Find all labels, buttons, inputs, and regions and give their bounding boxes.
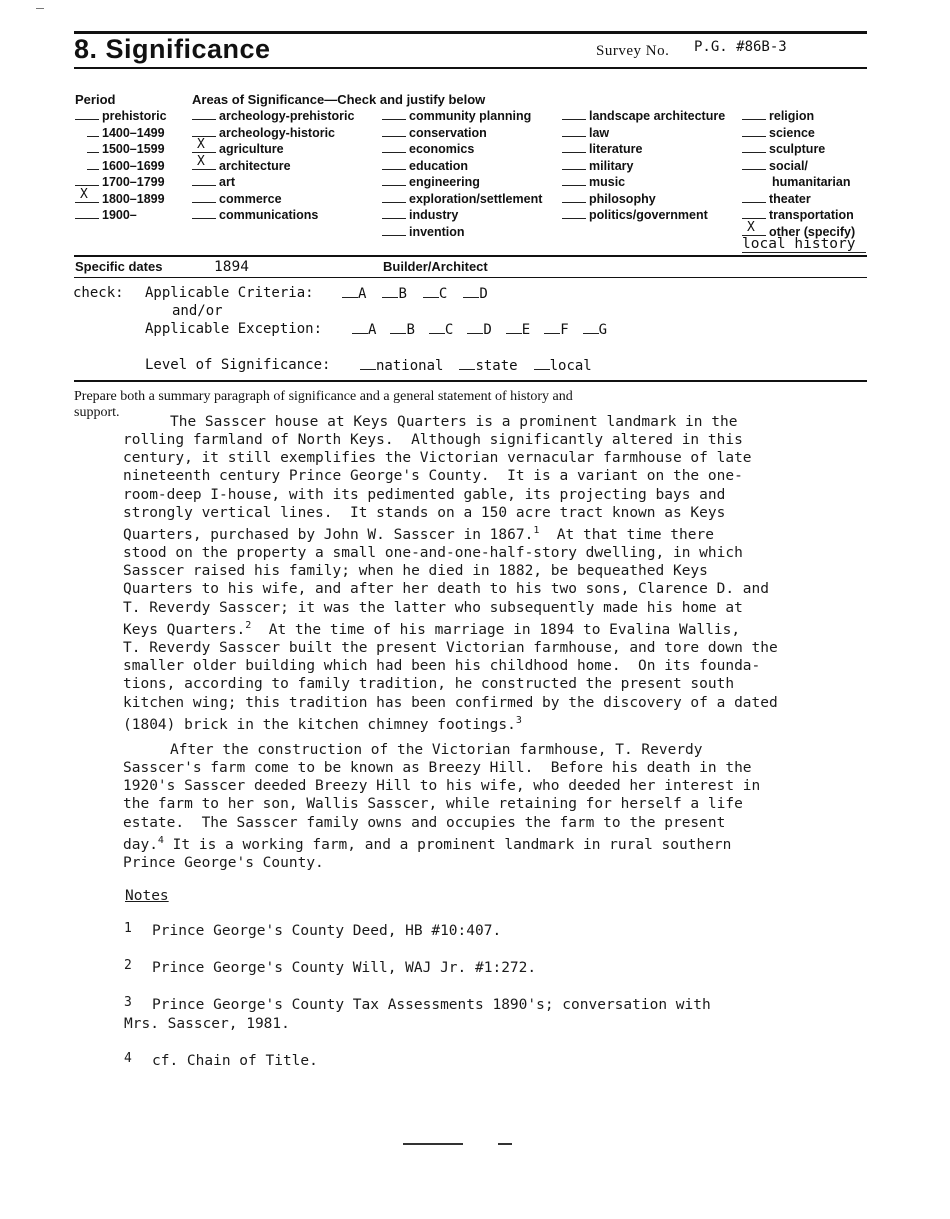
option-blank[interactable] [423,285,439,298]
text-line: rolling farmland of North Keys. Although significantly altered in this [123,432,743,448]
criteria-option[interactable] [583,321,607,338]
checkbox-blank[interactable] [742,193,766,203]
text-line: Sasscer's farm come to be known as Breezy Hill. Before his death in the [123,760,752,776]
checkbox-blank[interactable] [562,160,586,170]
option-blank[interactable] [390,321,406,334]
text-line: strongly vertical lines. It stands on a 150 acre tract known as Keys [123,504,726,521]
text-line [123,712,778,734]
text-fragment: day. [123,836,158,853]
footnote-ref: 1 [533,525,540,537]
areas-column-3 [562,108,725,224]
criteria-options [342,285,504,302]
checklist-item[interactable] [192,153,354,175]
text-line: Quarters to his wife, and after her death to his two sons, Clarence D. and [123,581,770,598]
checklist-label: conservation [409,125,487,140]
text-line: 1920's Sasscer deeded Breezy Hill to his wife, who deeded her interest in [123,778,761,795]
checkbox-blank[interactable] [382,127,406,137]
checklist-label: 1400–1499 [102,125,165,140]
areas-column-4 [742,108,855,240]
checklist-label: 1800–1899 [102,191,165,206]
note-number: 2 [124,958,132,974]
checkbox-blank[interactable] [192,137,216,153]
checklist-label: exploration/settlement [409,191,543,206]
dates-bottom-rule [74,277,867,278]
text-line: estate. The Sasscer family owns and occupies the farm to the present [123,814,726,831]
text-line: stood on the property a small one-and-one-half-story dwelling, in which [123,545,743,562]
option-label: A [358,286,367,302]
criteria-option[interactable] [382,285,406,302]
checklist-label: communications [219,208,319,222]
checklist-item[interactable] [192,125,354,142]
option-label: A [368,322,377,338]
checklist-item[interactable] [382,125,542,142]
level-label: Level of Significance: [145,357,331,373]
checklist-label: science [769,125,815,140]
option-label: national [376,358,444,374]
note-item [124,920,844,940]
checklist-item[interactable] [382,108,542,125]
checklist-label: music [589,175,626,189]
footnote-ref: 3 [515,714,522,726]
criteria-option[interactable] [429,321,453,338]
checklist-item[interactable] [562,125,725,142]
note-text: cf. Chain of Title. [152,1052,318,1069]
checklist-label: prehistoric [102,109,167,123]
text-fragment: At the time of his marriage in 1894 to Evalina Wallis, [251,621,741,638]
check-mark: X [80,186,88,202]
text-line: kitchen wing; this tradition has been confirmed by the discovery of a dated [123,694,778,711]
checklist-label: industry [409,208,459,222]
checklist-label: military [589,158,634,173]
applicable-criteria-label: Applicable Criteria: [145,285,314,301]
checklist-label: education [409,158,469,173]
note-line [124,957,844,977]
checklist-item[interactable] [75,207,167,224]
instruction-line-1: Prepare both a summary paragraph of significance and a general statement of history and [74,389,573,404]
other-specify-value: local history [742,236,866,253]
checkbox-blank[interactable] [87,160,99,170]
option-label: D [479,286,488,302]
level-options [360,357,608,374]
checklist-label: commerce [219,191,282,206]
text-line: Sasscer raised his family; when he died in 1882, be bequeathed Keys [123,563,708,580]
criteria-option[interactable] [463,285,487,302]
checklist-item[interactable] [742,191,855,208]
criteria-option[interactable] [534,357,592,374]
checklist-item[interactable] [75,125,167,142]
areas-column-1 [192,108,354,224]
scan-mark [403,1143,463,1145]
checkbox-blank[interactable] [382,110,406,120]
checkbox-blank[interactable] [742,110,766,120]
survey-label: Survey No. [596,43,670,59]
option-blank[interactable] [360,357,376,370]
paragraph-2 [123,759,760,872]
checklist-label: other (specify) [769,224,856,239]
checklist-label: humanitarian [772,175,851,189]
checkbox-blank[interactable] [382,176,406,186]
criteria-option[interactable] [390,321,414,338]
note-number: 1 [124,921,132,936]
checklist-label: architecture [219,158,291,173]
criteria-option[interactable] [459,357,517,374]
checklist-item[interactable] [742,108,855,125]
checklist-label: engineering [409,175,480,189]
checklist-item[interactable] [75,141,167,158]
text-fragment: (1804) brick in the kitchen chimney footings. [123,716,516,733]
checklist-item[interactable] [192,191,354,208]
specific-dates-label: Specific dates [75,259,163,274]
text-fragment: It is a working farm, and a prominent landmark in rural southern [163,836,732,853]
checklist-label: theater [769,191,811,206]
checkbox-blank[interactable] [382,143,406,153]
criteria-option[interactable] [352,321,376,338]
specific-dates-value: 1894 [214,259,249,275]
checklist-item[interactable] [192,137,354,158]
option-blank[interactable] [382,285,398,298]
checklist-label: religion [769,109,815,123]
checkbox-blank[interactable] [192,127,216,137]
checklist-item[interactable] [382,191,542,208]
option-label: D [483,322,492,338]
option-blank[interactable] [534,357,550,370]
checkbox-blank[interactable] [742,127,766,137]
checkbox-blank[interactable] [382,193,406,203]
checklist-item[interactable] [742,207,855,224]
text-line [123,832,760,854]
option-label: B [406,322,415,338]
option-blank[interactable] [583,321,599,334]
paragraph-1 [123,431,778,734]
text-line: nineteenth century Prince George's County. It is a variant on the one- [123,468,743,485]
criteria-option[interactable] [342,285,366,302]
criteria-option[interactable] [467,321,491,338]
notes-list [124,920,844,1087]
note-text: Prince George's County Will, WAJ Jr. #1:272. [152,960,537,977]
checklist-item[interactable] [75,174,167,191]
scan-mark [36,8,44,9]
checkbox-blank[interactable] [562,176,586,186]
footnote-ref: 4 [157,834,164,846]
checkbox-blank[interactable] [75,110,99,120]
criteria-option[interactable] [506,321,530,338]
footnote-ref: 2 [245,619,252,631]
checklist-label: 1900– [102,208,137,222]
checklist-item[interactable] [562,158,725,175]
checklist-item[interactable] [742,125,855,142]
checklist-label: community planning [409,109,532,123]
checklist-label: archeology-historic [219,125,335,140]
option-label: local [549,358,592,374]
option-blank[interactable] [544,321,560,334]
checklist-item[interactable] [562,191,725,208]
checklist-label: literature [589,142,643,156]
text-line: T. Reverdy Sasscer; it was the latter who subsequently made his home at [123,599,743,616]
paragraph-2-first-line: After the construction of the Victorian farmhouse, T. Reverdy [170,742,703,758]
note-text: Prince George's County Tax Assessments 1890's; conversation with [152,997,711,1014]
text-fragment: Keys Quarters. [123,621,246,638]
checklist-label: art [219,175,235,189]
checkbox-blank[interactable] [742,143,766,153]
note-continuation: Mrs. Sasscer, 1981. [124,1015,290,1032]
criteria-option[interactable] [423,285,447,302]
note-text: Prince George's County Deed, HB #10:407. [152,923,502,939]
option-blank[interactable] [342,285,358,298]
checkbox-blank[interactable] [382,160,406,170]
checklist-item[interactable] [562,141,725,158]
criteria-bottom-rule [74,380,867,382]
option-blank[interactable] [463,285,479,298]
areas-column-2 [382,108,542,240]
checkbox-blank[interactable] [742,160,766,170]
checklist-label: economics [409,142,475,156]
survey-number: P.G. #86B-3 [694,39,787,55]
checklist-item[interactable] [562,207,725,224]
option-label: B [398,286,407,302]
checkbox-blank[interactable] [75,176,99,186]
text-line: T. Reverdy Sasscer built the present Victorian farmhouse, and tore down the [123,639,778,656]
header-bottom-rule [74,67,867,69]
checklist-label: social/ [769,158,808,173]
checklist-label: sculpture [769,142,826,156]
checklist-label: 1700–1799 [102,175,165,189]
checklist-item[interactable] [75,108,167,125]
notes-heading: Notes [125,888,169,904]
option-label: F [560,322,569,338]
checkbox-blank[interactable] [562,193,586,203]
checkbox-blank[interactable] [562,209,586,219]
criteria-option[interactable] [544,321,568,338]
text-line [123,522,778,544]
checklist-item[interactable] [742,141,855,158]
checklist-label: philosophy [589,191,656,206]
option-blank[interactable] [352,321,368,334]
check-label: check: [73,285,124,301]
paragraph-1-first-line: The Sasscer house at Keys Quarters is a prominent landmark in the [170,414,738,430]
checkbox-blank[interactable] [562,143,586,153]
checkbox-blank[interactable] [382,209,406,219]
option-label: E [521,322,531,338]
checklist-label: transportation [769,208,854,222]
checkbox-blank[interactable] [87,143,99,153]
option-blank[interactable] [467,321,483,334]
areas-heading: Areas of Significance—Check and justify below [192,92,486,107]
checkbox-blank[interactable] [192,110,216,120]
option-blank[interactable] [459,357,475,370]
note-item [124,957,844,977]
note-item [124,1050,844,1070]
checklist-label: 1600–1699 [102,158,165,173]
checkbox-blank[interactable] [562,127,586,137]
exception-options [352,321,621,338]
option-label: C [444,322,454,338]
check-mark: X [197,137,205,152]
checkbox-blank[interactable] [192,153,216,170]
option-blank[interactable] [429,321,445,334]
checklist-label: politics/government [589,208,708,222]
note-line [124,994,844,1014]
text-line: the farm to her son, Wallis Sasscer, while retaining for herself a life [123,796,743,813]
checkbox-blank[interactable] [75,209,99,219]
checklist-label: law [589,125,610,140]
checklist-item[interactable] [562,174,725,191]
option-label: state [475,358,518,374]
note-number: 3 [124,995,132,1011]
option-blank[interactable] [506,321,522,334]
checklist-item[interactable] [382,224,542,241]
checkbox-blank[interactable] [192,209,216,219]
option-label: G [598,322,608,338]
checkbox-blank[interactable] [87,127,99,137]
checklist-item[interactable] [562,108,725,125]
text-line: room-deep I-house, with its pedimented gable, its projecting bays and [123,486,726,503]
text-line: smaller older building which had been his childhood home. On its founda- [123,658,761,675]
check-mark: X [747,219,755,235]
checklist-label: agriculture [219,142,284,156]
instruction-line-2: support. [74,405,120,420]
applicable-exception-label: Applicable Exception: [145,321,323,337]
note-line [124,920,844,940]
checklist-label: invention [409,224,465,239]
text-line: tions, according to family tradition, he constructed the present south [123,676,735,693]
text-line: Prince George's County. [123,854,324,871]
checklist-item[interactable] [192,174,354,191]
checkbox-blank[interactable] [192,176,216,186]
checklist-item[interactable] [382,207,542,224]
section-title: 8. Significance [74,34,271,64]
text-fragment: At that time there [539,526,714,543]
checkbox-blank[interactable] [192,193,216,203]
checklist-item[interactable] [75,186,167,208]
checklist-item[interactable] [382,174,542,191]
checklist-item[interactable] [75,158,167,175]
areas-bottom-rule [74,255,867,257]
checklist-item[interactable] [742,158,855,175]
checklist-item[interactable] [742,174,855,191]
checklist-item[interactable] [382,141,542,158]
option-label: C [438,286,448,302]
checkbox-blank[interactable] [742,219,766,236]
note-number: 4 [124,1050,132,1066]
checkbox-blank[interactable] [382,226,406,236]
checkbox-blank[interactable] [562,110,586,120]
checklist-item[interactable] [382,158,542,175]
checkbox-blank[interactable] [742,209,766,219]
and-or-label: and/or [172,303,223,319]
checklist-item[interactable] [192,207,354,224]
scan-mark [498,1143,512,1145]
checklist-label: 1500–1599 [102,142,165,156]
note-item [124,994,844,1032]
checklist-label: archeology-prehistoric [219,109,355,123]
text-line: century, it still exemplifies the Victorian vernacular farmhouse of late [123,450,752,467]
period-list [75,108,167,224]
note-line [124,1050,844,1070]
checklist-item[interactable] [192,108,354,125]
criteria-option[interactable] [360,357,443,374]
checkbox-blank[interactable] [75,186,99,203]
builder-architect-label: Builder/Architect [383,259,488,274]
text-fragment: Quarters, purchased by John W. Sasscer in 1867. [123,526,534,543]
check-mark: X [197,153,205,169]
checklist-label: landscape architecture [589,109,726,123]
period-heading: Period [75,92,116,107]
text-line [123,617,778,639]
